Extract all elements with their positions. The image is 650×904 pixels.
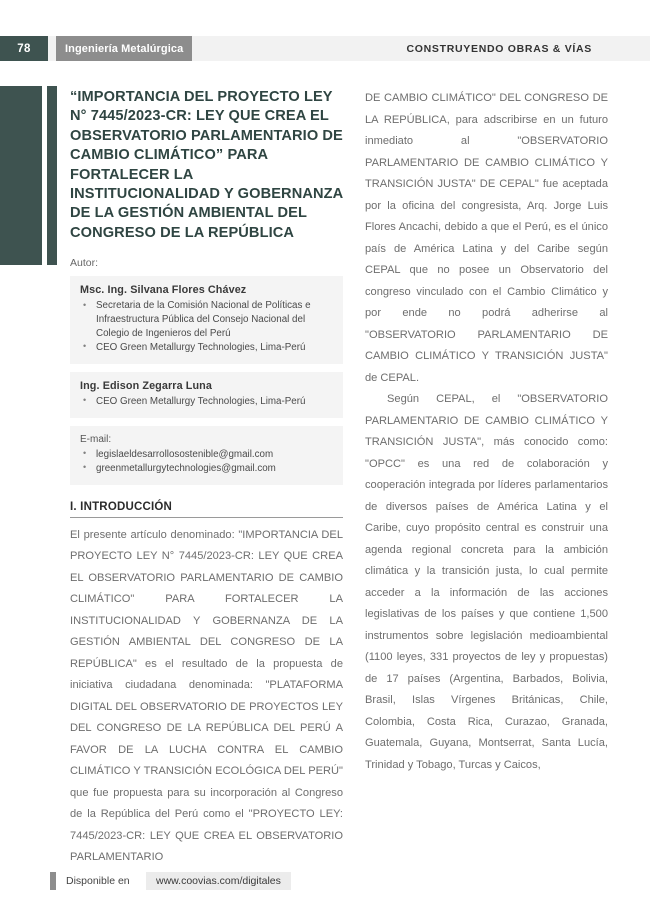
section-heading-introduccion: I. INTRODUCCIÓN	[70, 501, 343, 518]
author-name: Ing. Edison Zegarra Luna	[80, 379, 212, 392]
author-card	[70, 276, 343, 364]
email-card	[70, 426, 343, 485]
decorative-block	[0, 86, 42, 265]
left-column	[70, 88, 343, 869]
author-name: Msc. Ing. Silvana Flores Chávez	[80, 284, 247, 297]
page-header	[0, 36, 650, 61]
publication-name: CONSTRUYENDO OBRAS & VÍAS	[406, 42, 592, 55]
body-paragraph: Según CEPAL, el "OBSERVATORIO PARLAMENTARIO DE CAMBIO CLIMÁTICO Y TRANSICIÓN JUSTA", más conocido como: "OPCC" es una red de colaboración y cooperación integrada por líderes parlamentarios de diversos países de América Latina y el Caribe, cuyo propósito central es construir una agenda regional concreta para la ambición climática y la transición justa, lo cual permite acceder a la información de las acciones legislativas de los países y que contiene 1,500 instrumentos sobre legislación medioambiental (1100 leyes, 331 proyectos de ley y propuestas) de 17 países (Argentina, Barbados, Bolivia, Brasil, Islas Vírgenes Británicas, Chile, Colombia, Costa Rica, Curazao, Granada, Guatemala, Guyana, Montserrat, Santa Lucía, Trinidad y Tobago, Turcas y Caicos,	[365, 393, 608, 771]
author-label: Autor:	[70, 257, 99, 270]
email-address[interactable]: • legislaeldesarrollosostenible@gmail.com	[80, 448, 333, 462]
footer-label: Disponible en	[66, 875, 130, 887]
footer-tick-mark	[50, 872, 56, 890]
email-list	[80, 448, 333, 476]
email-label: E-mail:	[80, 433, 112, 445]
author-card	[70, 372, 343, 418]
footer-url[interactable]: www.coovias.com/digitales	[146, 872, 291, 890]
author-affiliation: • Secretaria de la Comisión Nacional de Políticas e Infraestructura Pública del Consejo Nacional del Colegio de Ingenieros del Perú	[80, 299, 333, 341]
journal-name-badge: Ingeniería Metalúrgica	[56, 36, 192, 61]
decorative-bar	[47, 86, 57, 265]
email-address[interactable]: • greenmetallurgytechnologies@gmail.com	[80, 462, 333, 476]
author-affiliation: • CEO Green Metallurgy Technologies, Lima-Perú	[80, 395, 333, 409]
author-affiliation: • CEO Green Metallurgy Technologies, Lima-Perú	[80, 341, 333, 355]
body-paragraph: El presente artículo denominado: "IMPORTANCIA DEL PROYECTO LEY N° 7445/2023-CR: LEY QUE CREA EL OBSERVATORIO PARLAMENTARIO DE CAMBIO CLIMÁTICO" PARA FORTALECER LA INSTITUCIONALIDAD Y GOBERNANZA DE LA GESTIÓN AMBIENTAL DEL CONGRESO DE LA REPÚBLICA" es el resultado de la propuesta de iniciativa ciudadana denominada: "PLATAFORMA DIGITAL DEL OBSERVATORIO DE PROYECTOS LEY DEL CONGRESO DE LA REPÚBLICA DEL PERÚ A FAVOR DE LA LUCHA CONTRA EL CAMBIO CLIMÁTICO Y TRANSICIÓN ECOLÓGICA DEL PERÚ" que fue propuesta para su incorporación al Congreso de la República del Perú como el "PROYECTO LEY: 7445/2023-CR: LEY QUE CREA EL OBSERVATORIO PARLAMENTARIO	[70, 528, 343, 864]
page-number-badge: 78	[0, 36, 48, 61]
article-title: “IMPORTANCIA DEL PROYECTO LEY N° 7445/2023-CR: LEY QUE CREA EL OBSERVATORIO PARLAMENTARIO DE CAMBIO CLIMÁTICO” PARA FORTALECER LA INSTITUCIONALIDAD Y GOBERNANZA DE LA GESTIÓN AMBIENTAL DEL CONGRESO DE LA REPÚBLICA	[70, 89, 343, 241]
author-affiliation-list	[80, 395, 333, 409]
author-affiliation-list	[80, 299, 333, 355]
right-column	[365, 88, 608, 777]
body-paragraph: DE CAMBIO CLIMÁTICO" DEL CONGRESO DE LA REPÚBLICA, para adscribirse en un futuro inmediato al "OBSERVATORIO PARLAMENTARIO DE CAMBIO CLIMÁTICO Y TRANSICIÓN JUSTA" DE CEPAL" fue aceptada por la oficina del congresista, Arq. Jorge Luis Flores Ancachi, debido a que el Perú, es el único país de América Latina y del Caribe según CEPAL que no posee un Observatorio del congreso vinculado con el Cambio Climático y por ende no podrá adherirse al "OBSERVATORIO PARLAMENTARIO DE CAMBIO CLIMÁTICO Y TRANSICIÓN JUSTA" de CEPAL.	[365, 92, 608, 384]
page-footer	[0, 872, 650, 890]
